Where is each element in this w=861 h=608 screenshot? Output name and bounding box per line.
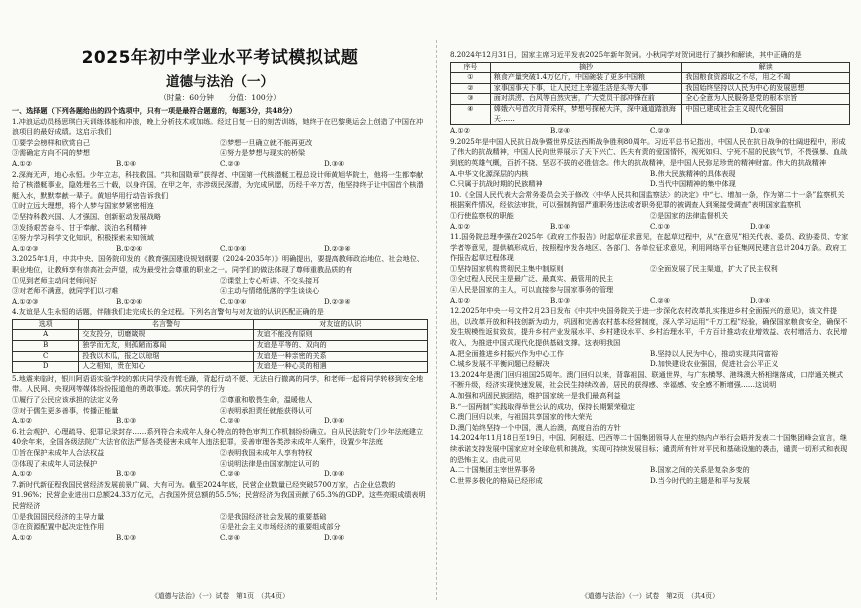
table-cell: ② <box>451 83 491 94</box>
answer-choice: A.①②③ <box>12 296 39 306</box>
answer-choice: C.世界多极化的格局已经形成 <box>450 475 543 485</box>
answer-choice: D.当今时代的主题是和平与发展 <box>650 475 750 485</box>
table-cell: 全心全意为人民服务是党的根本宗旨 <box>682 94 850 105</box>
question-text: 10.《全国人民代表大会常务委员会关于修改〈中华人民共和国监察法〉的决定》中“七、增加一条，作为第二十一条”监察机关根据案件情况，经依法审批，可以强制拘留严重职务违法或者职务犯罪的被调查人到案接受调查”表明国家监察机 <box>450 189 845 210</box>
answer-choice: C.②③ <box>650 126 671 136</box>
answer-choice: B.伟大民族精神的具体表现 <box>650 168 736 178</box>
question-text: 5.地震来临时，银川阿语语实验学校的郭庆同学没有慌毛躁，背起行动不便、无法自行撤离的同学，和老师一起将同学转移到安全地带。人民网、央视网等媒体纷纷报道他的勇敢事迹。郭庆同学的行为 <box>12 373 424 394</box>
table-cell: ① <box>451 73 491 84</box>
friendship-table <box>12 319 428 373</box>
option: ②是国家的法律监督机关 <box>650 210 729 220</box>
option: ②坚持科教兴国、人才强国、创新驱动发展战略 <box>12 211 161 221</box>
question-text: 6.社会观护、心理疏导、犯罪记录封存……系列符合未成年人身心特点的特色审判工作机制纷纷确立。自从民法院专门少年法庭建立40余年来，全国各级法院广大法官依法严惩各类侵害未成年人违法犯罪，妥善审理各类涉未成年人案件，设置少年法庭 <box>12 426 424 447</box>
question-6 <box>12 427 428 480</box>
question-2 <box>12 170 428 255</box>
option: ③在资源配置中起决定性作用 <box>12 522 105 532</box>
option: ③全过程人民民主是最广泛、最真实、最管用的民主 <box>450 274 614 284</box>
table-header-row <box>13 319 428 330</box>
table-cell: 独学而无友，则孤陋而寡闻 <box>79 341 253 352</box>
question-7 <box>12 480 428 544</box>
answer-choice: A.①② <box>12 416 33 426</box>
answer-choice: C.①③④ <box>220 243 247 253</box>
table-cell: 友谊是一种心灵的相遇 <box>253 362 427 373</box>
answer-choice: C.②④ <box>220 469 241 479</box>
answer-choice: D.加快建设农业强国，促进社会公平正义 <box>650 359 779 369</box>
section-heading: 一、选择题（下列各题给出的四个选项中，只有一项是最符合题意的，每题3分，共48分） <box>12 106 297 115</box>
answer-choice: A.二十国集团主宰世界事务 <box>450 465 536 475</box>
option: ①行使监察权的职能 <box>450 210 514 220</box>
answer-choice: B.国家之间的关系是复杂多变的 <box>650 465 750 475</box>
question-text: 2.深海无声，地心永恒。少年立志，科技救国。“共和国勋章”获得者、中国第一代核潜艇工程总设计师黄旭华院士，他将一生都奉献给了核潜艇事业，隐姓埋名三十载，以身许国，在甲之年，亦涉级民深潜，为完成夙愿，历经千辛万苦，他坚持终于让中国首个核潜艇入水，默默奉献一辈子。黄旭华用行动告诉我们 <box>12 169 424 200</box>
option: ②是我国经济社会发展的重要基础 <box>220 511 327 521</box>
option: ③对老师不满意，就同学们以刁难 <box>12 286 119 296</box>
answer-choice: A.①② <box>12 469 33 479</box>
answer-choice: D.③④ <box>324 469 345 479</box>
table-header: 序号 <box>451 62 491 73</box>
answer-choice: B.“一国两制”实践取得举世公认的成功，保持长期繁荣稳定 <box>450 401 635 411</box>
table-row <box>451 94 850 105</box>
answer-choice: C.②③ <box>220 158 241 168</box>
option: ④努力是梦想与现实的桥梁 <box>220 148 306 158</box>
answer-choice: C.①③④ <box>220 296 247 306</box>
left-page <box>12 0 428 608</box>
answer-choice: D.澳门始终坚持一个中国，澳人治澳，高度自治的方针 <box>450 422 621 432</box>
option: ①坚持国家机构贯彻民主集中制原则 <box>450 263 564 273</box>
question-14 <box>450 433 850 486</box>
option: ④说明法律是由国家制定认可的 <box>220 458 320 468</box>
right-page <box>450 0 850 608</box>
table-row <box>451 83 850 94</box>
answer-choice: D.③④ <box>324 416 345 426</box>
option: ②尊重和敬畏生命，温暖他人 <box>220 395 313 405</box>
table-row <box>13 341 428 352</box>
answer-choice: A.①② <box>450 126 471 136</box>
new-year-speech-table <box>450 62 850 126</box>
option: ①时立远大理想，将个人梦与国家梦紧密相连 <box>12 201 154 211</box>
option: ②全面发展了民主渠道，扩大了民主权利 <box>650 263 778 273</box>
option: ①是我国国民经济的主导力量 <box>12 511 105 521</box>
exam-title: 2025年初中学业水平考试模拟试题 <box>81 48 359 68</box>
option: ③体现了未成年人司法保护 <box>12 458 98 468</box>
option: ④努力学习科学文化知识，积极探索未知领域 <box>12 233 154 243</box>
table-cell: 粮食产量突破1.4万亿斤，中国碗装了更多中国粮 <box>490 73 682 84</box>
question-text: 13.2024年是澳门回归祖国25周年。澳门回归以来，背靠祖国、联通世界，与广东横琴、港珠澳大桥相继落成，口岸通关模式不断升级，经济实现快速发展，社会民生持续改善，居民的获得感、幸福感、安全感不断增强……这说明 <box>450 369 844 390</box>
answer-choice: C.②④ <box>220 532 241 542</box>
answer-choice: A.①② <box>12 532 33 542</box>
exam-subtitle: 道德与法治（一） <box>166 74 274 90</box>
option: ④表明承担责任就能获得认可 <box>220 405 313 415</box>
top-spacer <box>450 0 850 50</box>
question-text: 12.2025年中央一号文件2月23日发布《中共中央国务院关于进一步深化农村改革扎实推进乡村全面振兴的意见》，该文件提出，以改革开放和科技创新为动力，巩固和完善农村基本经营制度，深入学习运用“千万工程”经验，确保国家粮食安全，确保不发生规模性返贫致贫，提升乡村产业发展水平、乡村建设水平、乡村治理水平，千方百计推动农业增效益、农村增活力、农民增收入，为推进中国式现代化提供基础支撑。这表明我国 <box>450 306 848 348</box>
table-row <box>13 330 428 341</box>
question-text: 11.国务院总理李强在2025年《政府工作报告》时起草征求意见，在起草过程中，从“在意见”相关代表、委员、政协委员、专家学者等意见，提供稿形成后，按照程序发各地区、各部门、各单位征求意见，利用网络平台征集网民建言总计204万条。政府工作报告起草过程体现 <box>450 232 849 263</box>
answer-choice: A.①②③ <box>12 243 39 253</box>
answer-choice: B.①③ <box>116 469 137 479</box>
answer-choice: B.①③ <box>550 295 571 305</box>
option: ②课堂上专心听讲、不交头接耳 <box>220 275 320 285</box>
question-11 <box>450 232 850 306</box>
answer-choice: B.②④ <box>550 126 571 136</box>
table-row <box>451 73 850 84</box>
table-header-row <box>451 62 850 73</box>
question-text: 1.冲浪运动员杨思琪白天训练体能和冲浪，晚上分析技术或加练。经过日复一日的刻苦训练，她终于在巴黎奥运会上创造了中国在冲浪项目的最好成绩。这启示我们 <box>12 116 424 137</box>
answer-choice: A.①② <box>450 295 471 305</box>
answer-choice: C.城乡发展不平衡问题已经解决 <box>450 359 550 369</box>
table-cell: 我国始终坚持以人民为中心的发展思想 <box>682 83 850 94</box>
answer-choice: A.把全面推进乡村振兴作为中心工作 <box>450 348 564 358</box>
table-header: 摘抄 <box>490 62 682 73</box>
question-3 <box>12 254 428 307</box>
option: ③发扬艰苦奋斗、甘于奉献、淡泊名利精神 <box>12 222 147 232</box>
table-cell: 嫦娥六号首次月背采样，梦想号探秘大洋，深中通道踏浪海天…… <box>490 104 682 124</box>
answer-choice: B.①②④ <box>116 296 143 306</box>
answer-choice: D.③④ <box>324 532 345 542</box>
table-header: 选项 <box>13 319 79 330</box>
exam-meta: （时量：60分钟 分值：100分） <box>159 93 281 102</box>
page-footer: 《道德与法治》（一）试卷 第2页 （共4页） <box>581 592 719 601</box>
answer-choice: B.①②④ <box>116 243 143 253</box>
answer-choice: A.①② <box>12 158 33 168</box>
page-divider <box>436 40 438 600</box>
option: ②梦想一旦确立就不能再更改 <box>220 137 313 147</box>
question-text: 3.2025年1月，中共中央、国务院印发的《教育强国建设规划纲要（2024-2035年）》明确提出，要提高教师政治地位、社会地位、职业地位，让教师享有崇高社会声望，成为最受社会尊重的职业之一。同学们的做法体现了尊师重教品质的有 <box>12 254 424 274</box>
answer-choice: D.②③④ <box>324 296 351 306</box>
option: ②表明我国未成年人享有特权 <box>220 448 313 457</box>
table-cell: ④ <box>451 104 491 124</box>
option: ③对于儒生更多善事，传播正能量 <box>12 405 119 415</box>
question-text: 14.2024年11月18日至19日，中国、阿根廷、巴西等二十国集团领导人在里约热内卢举行会晤并发表二十国集团峰会宣言，继续承诺支持发展中国家应对全球危机和挑战，实现可持续发展目标；谴责所有针对平民和基础设施的袭击，谴责一切形式和表现的恐怖主义。由此可见 <box>450 433 848 464</box>
question-10 <box>450 190 850 232</box>
answer-choice: A.①② <box>450 221 471 231</box>
table-cell: 人之相知，贵在知心 <box>79 362 253 373</box>
answer-choice: B.①③ <box>116 416 137 426</box>
table-cell: 友谊不能没有原则 <box>253 330 427 341</box>
table-cell: 中国已建成社会主义现代化强国 <box>682 104 850 124</box>
answer-choice: B.坚持以人民为中心，推动实现共同富裕 <box>650 348 779 358</box>
table-cell: ③ <box>451 94 491 105</box>
option: ①见到老师主动问老师问好 <box>12 275 98 285</box>
answer-choice: D.①④ <box>750 126 771 136</box>
question-8 <box>450 50 850 137</box>
answer-choice: D.③④ <box>324 158 345 168</box>
table-cell: C <box>13 351 79 362</box>
table-cell: D <box>13 362 79 373</box>
answer-choice: D.③④ <box>750 221 771 231</box>
answer-choice: C.澳门回归以来，与祖国共享国家的伟大荣光 <box>450 412 593 422</box>
question-4 <box>12 307 428 373</box>
answer-choice: B.①③ <box>116 532 137 542</box>
answer-choice: A.加强和巩固民族团结，维护国家统一是我们最高利益 <box>450 391 621 400</box>
option: ④是社会主义市场经济的重要组成部分 <box>220 522 341 532</box>
answer-choice: C.②④ <box>220 416 241 426</box>
option: ①要学会榜样和欣赏自己 <box>12 137 91 147</box>
option: ③需确定方向不同的梦想 <box>12 148 91 158</box>
answer-choice: D.③④ <box>750 295 771 305</box>
answer-choice: B.①④ <box>116 158 137 168</box>
answer-choice: C.只属于抗战时期的民族精神 <box>450 179 543 189</box>
question-5 <box>12 374 428 427</box>
table-cell: 家事国事天下事，让人民过上幸福生活是头等大事 <box>490 83 682 94</box>
answer-choice: D.当代中国精神的集中体现 <box>650 179 736 189</box>
table-cell: A <box>13 330 79 341</box>
option: ①履行了公民应该承担的法定义务 <box>12 395 119 405</box>
answer-choice: A.中华文化源深层的内核 <box>450 168 529 178</box>
table-cell: 面对洪涝、台风等自然灾害，广大党员干部冲锋在前 <box>490 94 682 105</box>
question-1 <box>12 117 428 170</box>
table-cell: 我国粮食资源取之不尽，用之不竭 <box>682 73 850 84</box>
table-cell: 投我以木瓜，报之以琼琚 <box>79 351 253 362</box>
question-text: 8.2024年12月31日，国家主席习近平发表2025年新年贺词。小秋同学对贺词进行了摘抄和解读，其中正确的是 <box>450 50 802 59</box>
table-row <box>13 351 428 362</box>
table-cell: 友谊是一种亲密的关系 <box>253 351 427 362</box>
question-13 <box>450 370 850 434</box>
answer-choice: C.①③ <box>650 221 671 231</box>
table-row <box>13 362 428 373</box>
table-cell: 交友投分，切磨箴规 <box>79 330 253 341</box>
question-12 <box>450 306 850 370</box>
page-footer: 《道德与法治》（一）试卷 第1页 （共4页） <box>151 592 289 601</box>
question-text: 4.友谊是人生永恒的话题，伴随我们走完成长的全过程。下列名言警句与对友谊的认识匹配正确的是 <box>12 307 324 317</box>
answer-choice: C.②④ <box>650 295 671 305</box>
table-header: 对友谊的认识 <box>253 319 427 330</box>
option: ④人民是国家的主人，可以直接参与国家事务的管理 <box>450 285 614 295</box>
table-row <box>451 104 850 124</box>
option: ④主动与情绪低落的学生谈谈心 <box>220 286 320 296</box>
table-header: 名言警句 <box>79 319 253 330</box>
question-text: 9.2025年是中国人民抗日战争暨世界反法西斯战争胜利80周年。习近平总书记指出，中国人民在抗日战争的壮阔进程中，形成了伟大的抗战精神，中国人民向世界展示了天下兴亡、匹夫有责的爱国情怀，视死如归、宁死不屈的民族气节，不畏强暴、血战到底的英雄气概，百折不挠、坚忍不拔的必胜信念。伟大的抗战精神，是中国人民弥足珍贵的精神财富。伟大的抗战精神 <box>450 136 848 167</box>
answer-choice: B.①④ <box>550 221 571 231</box>
answer-choice: D.②③④ <box>324 243 351 253</box>
question-9 <box>450 137 850 190</box>
table-header: 解读 <box>682 62 850 73</box>
table-cell: 友谊是平等的、双向的 <box>253 341 427 352</box>
table-cell: B <box>13 341 79 352</box>
question-text: 7.新时代新征程我国民营经济发展前景广阔、大有可为。截至2024年底，民营企业数量已经突破5700万家，占企业总数的91.96%；民营企业进出口总额24.33万亿元，占我国外贸总额的55.5%；民营经济为我国贡献了65.3%的GDP。这些亮眼成绩表明民营经济 <box>12 479 426 510</box>
option: ①旨在保护未成年人合法权益 <box>12 448 105 457</box>
